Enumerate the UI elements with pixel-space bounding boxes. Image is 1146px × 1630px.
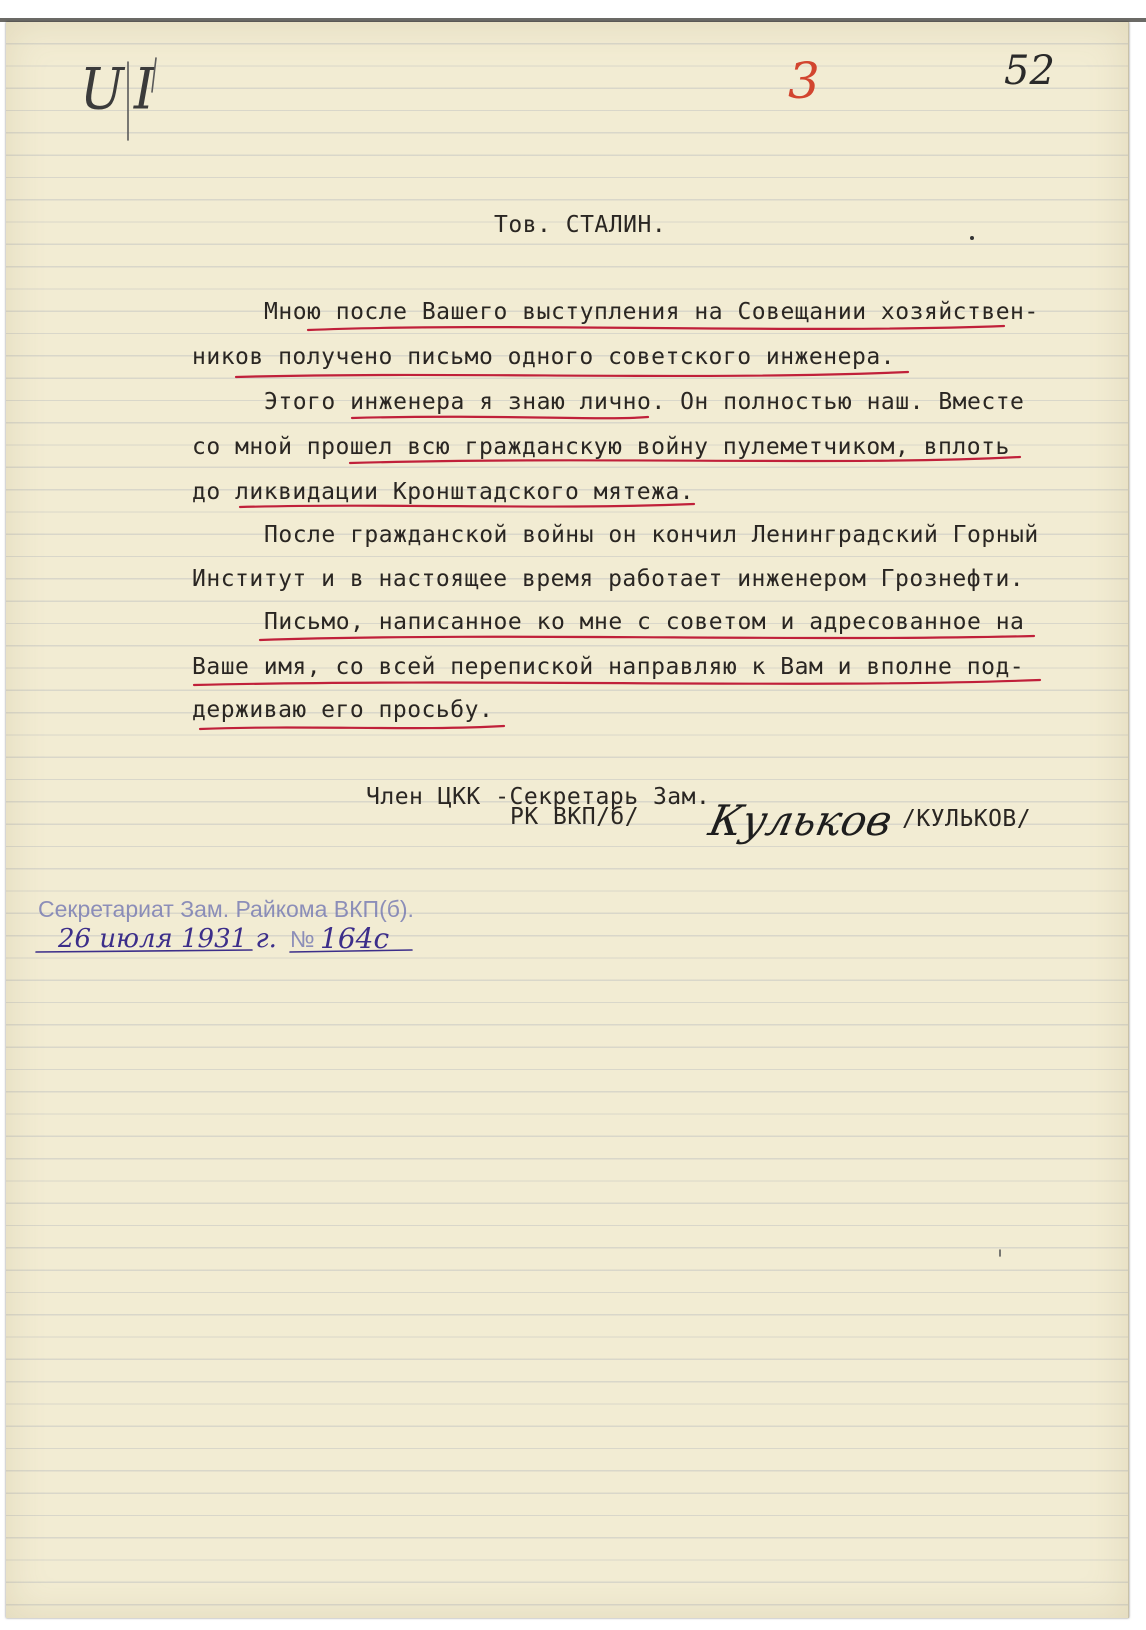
- text-line: держиваю его просьбу.: [192, 697, 494, 723]
- registration-stamp-header: Секретариат Зам. Райкома ВКП(б).: [38, 896, 414, 922]
- text-line: со мной прошел всю гражданскую войну пулеметчиком, вплоть: [192, 434, 1010, 460]
- text-line: Этого инженера я знаю лично. Он полностью наш. Вместе: [264, 389, 1025, 415]
- red-underline: [200, 726, 504, 729]
- text-line: Ваше имя, со всей перепиской направляю к Вам и вполне под-: [192, 654, 1025, 680]
- archive-folio-number: 52: [1004, 48, 1055, 94]
- sheet-mark: 3: [788, 52, 820, 110]
- text-line: После гражданской войны он кончил Ленинградский Горный: [264, 522, 1039, 548]
- red-underline: [260, 636, 1034, 640]
- corner-mark: UI: [80, 57, 165, 123]
- text-line: Институт и в настоящее время работает инженером Грознефти.: [192, 566, 1025, 592]
- text-line: Письмо, написанное ко мне с советом и адресованное на: [264, 609, 1025, 635]
- red-underline: [236, 372, 908, 377]
- pencil-mark: [152, 58, 156, 92]
- signer-title: Член ЦКК -Секретарь Зам.: [366, 784, 711, 810]
- handwritten-signature: Кульков: [704, 796, 897, 845]
- text-line: Мною после Вашего выступления на Совещании хозяйствен-: [264, 299, 1039, 325]
- stamp-underline: [290, 950, 412, 952]
- ink-dot: [970, 236, 974, 240]
- registration-stamp-number-prefix: №: [290, 926, 315, 952]
- signer-title-org: РК ВКП/б/: [510, 804, 640, 830]
- registration-stamp-date: 26 июля 1931 г.: [58, 924, 277, 954]
- signer-name: /КУЛЬКОВ/: [902, 806, 1032, 832]
- registration-stamp-number: 164с: [320, 922, 390, 955]
- salutation: Тов. СТАЛИН.: [494, 212, 667, 238]
- stamp-underline: [36, 950, 252, 952]
- red-underline: [308, 326, 1004, 330]
- text-line: ников получено письмо одного советского инженера.: [192, 344, 896, 370]
- red-underline: [350, 457, 1020, 463]
- red-underline: [352, 417, 648, 419]
- red-underline: [240, 504, 694, 507]
- text-line: до ликвидации Кронштадского мятежа.: [192, 479, 695, 505]
- red-underline: [194, 680, 1040, 685]
